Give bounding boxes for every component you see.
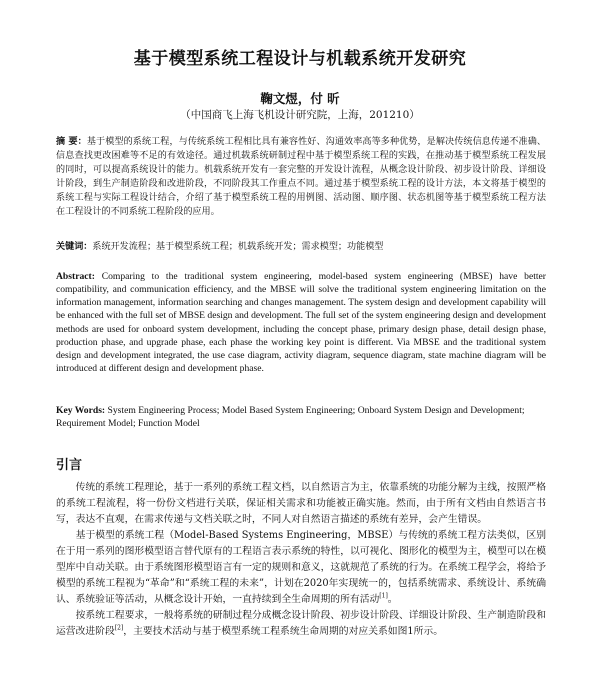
paper-affiliation: （中国商飞上海飞机设计研究院，上海，201210） [180, 109, 420, 121]
paper-title: 基于模型系统工程设计与机载系统开发研究 [133, 49, 467, 69]
citation-1: [1] [379, 592, 388, 600]
paragraph-3-text: 按系统工程要求，一般将系统的研制过程分成概念设计阶段、初步设计阶段、详细设计阶段、生产制造阶段和运营改进阶段 [56, 610, 546, 637]
section-heading-introduction: 引言 [56, 458, 83, 473]
paragraph-3 [56, 608, 546, 640]
paragraph-2-text: 基于模型的系统工程（Model-Based Systems Engineering，MBSE）与传统的系统工程方法类似，区别在于用一系列的图形模型语言替代原有的工程语言表示系统的特性，以可视化、图形化的模型为主，模型可以在模型库中自动关联。由于系统图形模型语言有一定的规则和意义，这就规范了系统的行为。在系统工程学会，将给予模型的系统工程视为“革命”和“系统工程的未来”，计划在2020年实现统一的，包括系统需求、系统设计、系统确认、系统验证等活动，从概念设计开始，一直持续到全生命周期的所有活动 [56, 530, 546, 605]
paragraph-2-end: 。 [387, 594, 398, 605]
paragraph-1 [56, 480, 546, 528]
english-keywords [56, 404, 546, 430]
introduction-body [56, 480, 546, 640]
english-keywords-label: Key Words: [56, 405, 106, 416]
english-keywords-text: System Engineering Process; Model Based System Engineering; Onboard System Design and Development; Requirement Model; Function Model [56, 405, 525, 430]
chinese-keywords-label: 关键词： [56, 241, 93, 252]
english-abstract-text: Comparing to the traditional system engineering, model-based system engineering (MBSE) have better compatibility, and communication efficiency, and the MBSE will solve the traditional system engineering limitation on the information management, information searching and changes management. The system design and development capability will be enhanced with the full set of MBSE design and development. The full set of the system engineering design and development methods are used for onboard system development, including the concept phase, primary design phase, detail design phase, production phase, and upgrade phase, each phase the working key point is different. Via MBSE and the traditional system design and development integrated, the use case diagram, activity diagram, sequence diagram, state machine diagram will be introduced at different design and development phase. [56, 271, 546, 375]
citation-2: [2] [114, 624, 124, 632]
paper-authors: 鞠文煜，付 昕 [260, 91, 340, 106]
chinese-abstract [56, 135, 546, 220]
paragraph-3-end: ，主要技术活动与基于模型系统工程系统生命周期的对应关系如图1所示。 [123, 626, 444, 637]
english-abstract-label: Abstract: [56, 271, 95, 282]
paragraph-1-text: 传统的系统工程理论，基于一系列的系统工程文档，以自然语言为主，依靠系统的功能分解为主线，按照严格的系统工程流程，将一份份文档进行关联，保证相关需求和功能被正确实施。然而，由于所有文档由自然语言书写，表达不直观，在需求传递与文档关联之时，不同人对自然语言描述的系统有差异，会产生错误。 [56, 482, 546, 525]
english-abstract [56, 270, 546, 375]
chinese-abstract-text: 基于模型的系统工程，与传统系统工程相比具有兼容性好、沟通效率高等多种优势，是解决传统信息传递不准确、信息查找更改困难等不足的有效途径。通过机载系统研制过程中基于模型系统工程的实践，在推动基于模型系统工程发展的同时，可以提高系统设计的能力。机载系统开发有一套完整的开发设计流程，从概念设计阶段、初步设计阶段、详细设计阶段，到生产制造阶段和改进阶段，不同阶段其工作重点不同。通过基于模型系统工程的设计方法，本文将基于模型的系统工程与实际工程设计结合，介绍了基于模型系统工程的用例图、活动图、顺序图、状态机图等基于模型系统工程方法在工程设计的不同系统工程阶段的应用。 [56, 137, 546, 218]
chinese-abstract-label: 摘 要： [56, 136, 87, 147]
chinese-keywords-text: 系统开发流程；基于模型系统工程；机载系统开发；需求模型；功能模型 [92, 242, 384, 252]
paragraph-2 [56, 528, 546, 608]
chinese-keywords [56, 240, 546, 254]
